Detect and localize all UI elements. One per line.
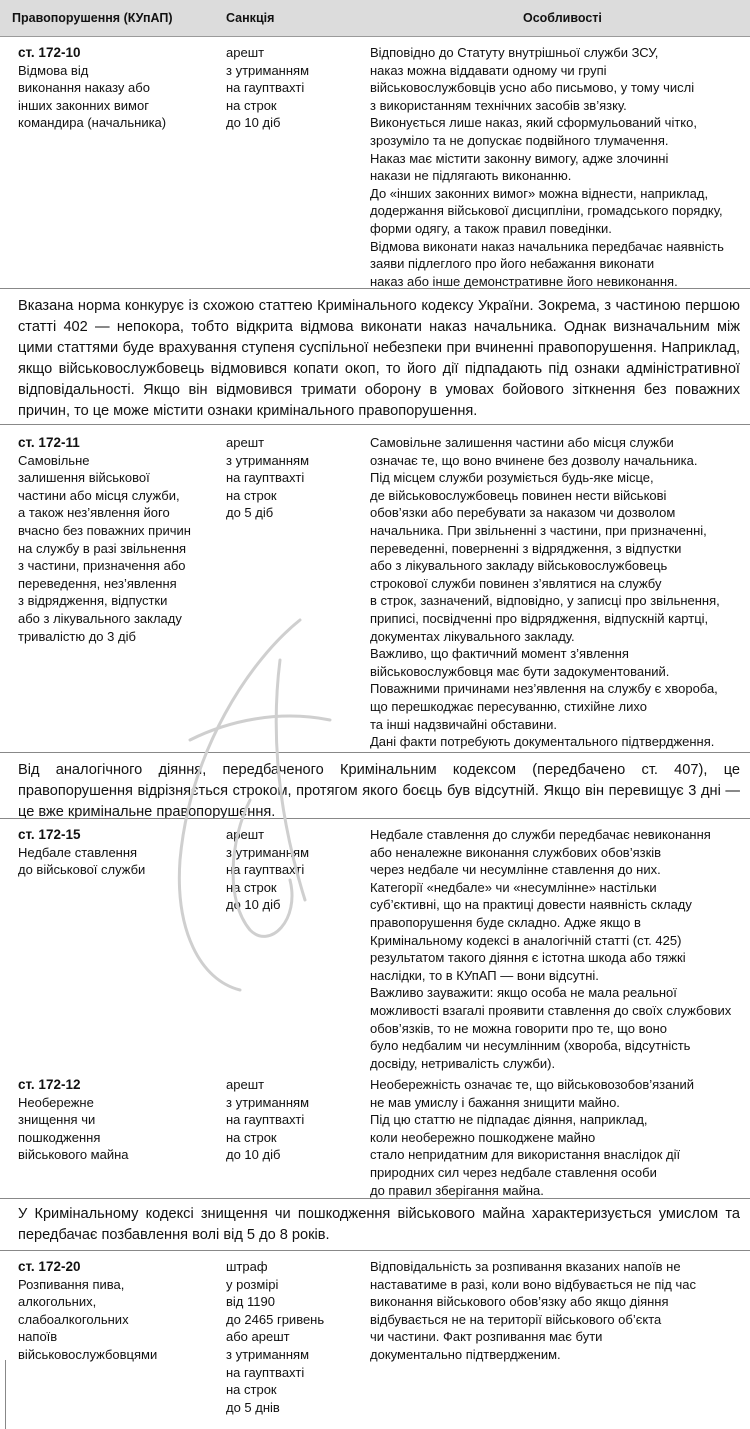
header-sanction: Санкція bbox=[226, 11, 275, 25]
offense-title: Самовільне залишення військової частини або місця служби, а також нез’явлення його вчасно без поважних причин на службу в разі звільнення з частини, призначення або переведення, нез’явлення з відрядження, відпустки або з лікувального закладу тривалістю до 3 діб bbox=[18, 452, 191, 644]
offense-cell bbox=[18, 44, 218, 132]
commentary-paragraph: У Кримінальному кодексі знищення чи пошкодження військового майна характеризується умислом та передбачає позбавлення волі від 5 до 8 років. bbox=[18, 1206, 740, 1243]
row-divider bbox=[0, 424, 750, 425]
header-features: Особливості bbox=[523, 11, 602, 25]
article-number: ст. 172-12 bbox=[18, 1077, 81, 1092]
offense-title: Необережне знищення чи пошкодження військового майна bbox=[18, 1094, 129, 1163]
article-number: ст. 172-11 bbox=[18, 435, 80, 450]
offense-cell bbox=[18, 826, 218, 879]
offense-cell bbox=[18, 1076, 218, 1164]
sanction-cell: арешт з утриманням на гауптвахті на строк до 10 діб bbox=[226, 827, 310, 913]
article-number: ст. 172-15 bbox=[18, 827, 81, 842]
article-number: ст. 172-10 bbox=[18, 45, 81, 60]
offense-cell bbox=[18, 434, 218, 645]
features-cell: Недбале ставлення до служби передбачає невиконання або неналежне виконання службових обов’язків через недбале чи несумлінне ставлення до них. Категорії «недбале» чи «несумлінне» настільки суб’єктивні, що на практиці довести наявність складу правопорушення буде складно. Адже якщо в Кримінальному кодексі в аналогічній статті (ст. 425) результатом такого діяння є істотна шкода або тяжкі наслідки, то в КУпАП — вони відсутні. Важливо зауважити: якщо особа не мала реальної можливості взагалі проявити ставлення до своїх службових обов’язків, то не можна говорити про те, що воно було недбалим чи несумлінним (хвороба, відсутність досвіду, нетривалість служби). bbox=[370, 827, 732, 1071]
row-divider bbox=[0, 1198, 750, 1199]
article-number: ст. 172-20 bbox=[18, 1259, 81, 1274]
table-header bbox=[0, 0, 750, 37]
sanction-cell: штраф у розмірі від 1190 до 2465 гривень або арешт з утриманням на гауптвахті на строк до 5 днів bbox=[226, 1259, 325, 1415]
offense-title: Відмова від виконання наказу або інших законних вимог командира (начальника) bbox=[18, 62, 167, 131]
commentary-paragraph: Від аналогічного діяння, передбаченого Кримінальним кодексом (передбачено ст. 407), це правопорушення відрізняється строком, протягом якого боєць був відсутній. Якщо він перевищує 3 дні — це вже кримінальне правопорушення. bbox=[18, 762, 740, 820]
row-divider bbox=[0, 818, 750, 819]
row-divider bbox=[0, 288, 750, 289]
features-cell: Самовільне залишення частини або місця служби означає те, що воно вчинене без дозволу начальника. Під місцем служби розуміється будь-яке місце, де військовослужбовець повинен нести військові обов’язки або перебувати за наказом чи дозволом начальника. При звільненні з частини, при призначенні, переведенні, поверненні з відрядження, з відпустки або з лікувального закладу військовослужбовець строкової служби повинен з’являтися на службу в строк, зазначений, відповідно, у записці про звільнення, приписі, посвідченні про відрядження, відпускній картці, документах лікувального закладу. Важливо, що фактичний момент з’явлення військовослужбовця має бути задокументований. Поважними причинами нез’явлення на службу є хвороба, що перешкоджає пересуванню, стихійне лихо та інші надзвичайні обставини. Дані факти потребують документального підтвердження. bbox=[370, 435, 720, 750]
features-cell: Відповідно до Статуту внутрішньої служби ЗСУ, наказ можна віддавати одному чи групі військовослужбовців усно або письмово, у тому числі з використанням технічних засобів зв’язку. Виконується лише наказ, який сформульований чітко, зрозуміло та не допускає подвійного тлумачення. Наказ має містити законну вимогу, адже злочинні накази не підлягають виконанню. До «інших законних вимог» можна віднести, наприклад, додержання військової дисципліни, громадського порядку, форми одягу, а також правил поведінки. Відмова виконати наказ начальника передбачає наявність заяви підлеглого про його небажання виконати наказ або інше демонстративне його невиконання. bbox=[370, 45, 724, 289]
row-divider bbox=[0, 752, 750, 753]
commentary-paragraph: Вказана норма конкурує із схожою статтею Кримінального кодексу України. Зокрема, з частиною першою статті 402 — непокора, тобто відкрита відмова виконати наказ начальника. Однак визначальним між цими статтями буде врахування ступеня суспільної небезпеки при вчиненні правопорушення. Наприклад, якщо військовослужбовець відмовився копати окоп, то його дії підпадають під ознаки адміністративної відповідальності. Якщо він відмовився тримати оборону в умовах бойового зіткнення без поважних причин, то це може містити ознаки кримінального правопорушення. bbox=[18, 298, 740, 419]
sanction-cell: арешт з утриманням на гауптвахті на строк до 10 діб bbox=[226, 1077, 310, 1163]
sanction-cell: арешт з утриманням на гауптвахті на строк до 10 діб bbox=[226, 45, 310, 131]
offense-title: Недбале ставлення до військової служби bbox=[18, 844, 146, 878]
features-cell: Необережність означає те, що військовозобов’язаний не мав умислу і бажання знищити майно. Під цю статтю не підпадає діяння, наприклад, коли необережно пошкоджене майно стало непридатним для використання внаслідок дії природних сил через недбале ставлення особи до правил зберігання майна. bbox=[370, 1077, 695, 1198]
margin-line bbox=[5, 1360, 6, 1429]
row-divider bbox=[0, 1250, 750, 1251]
offense-cell bbox=[18, 1258, 218, 1364]
features-cell: Відповідальність за розпивання вказаних напоїв не наставатиме в разі, коли воно відбувається не під час виконання військового обов’язку або якщо діяння відбувається не на території військового об’єкта чи частини. Факт розпивання має бути документально підтвердженим. bbox=[370, 1259, 696, 1362]
sanction-cell: арешт з утриманням на гауптвахті на строк до 5 діб bbox=[226, 435, 310, 521]
header-offense: Правопорушення (КУпАП) bbox=[12, 11, 173, 25]
offense-title: Розпивання пива, алкогольних, слабоалкогольних напоїв військовослужбовцями bbox=[18, 1276, 158, 1362]
